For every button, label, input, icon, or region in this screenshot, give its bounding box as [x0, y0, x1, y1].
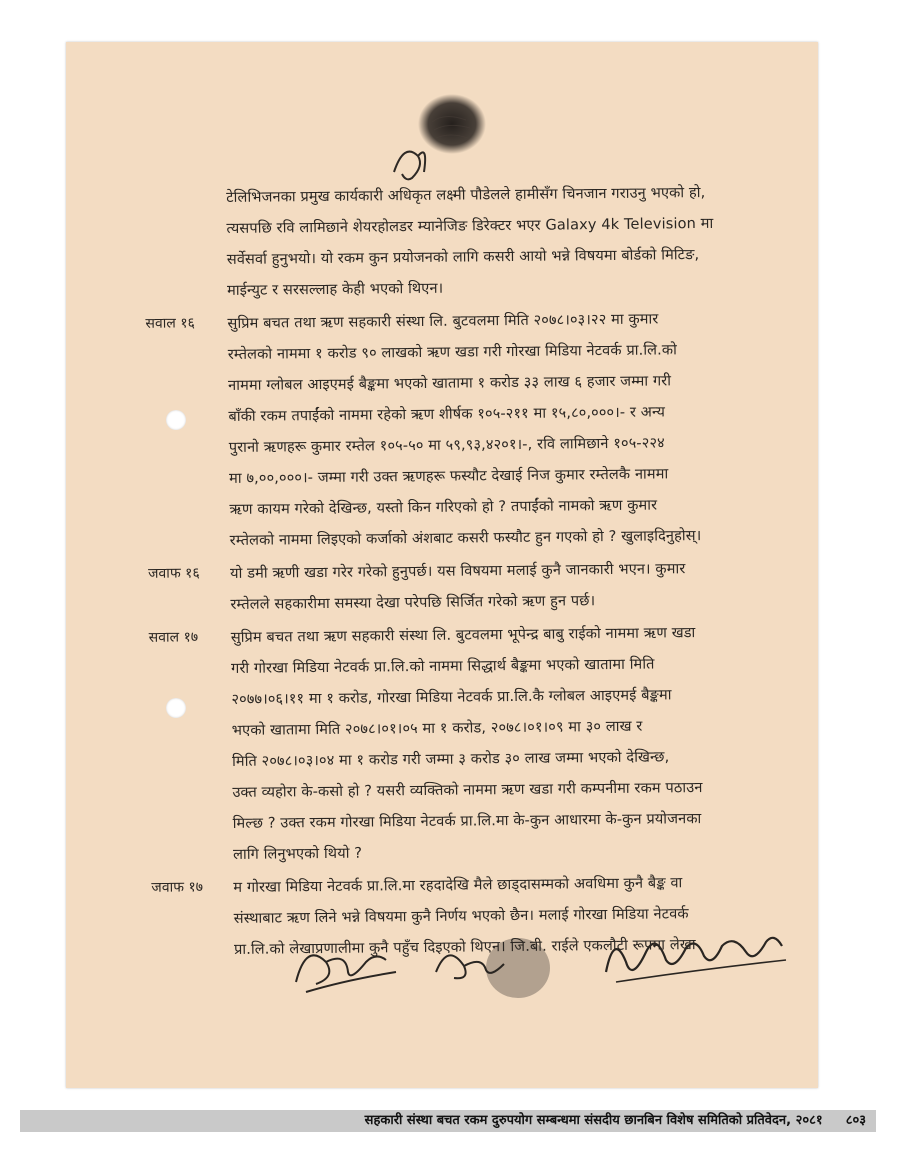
text-line: भएको खातामा मिति २०७८।०१।०५ मा १ करोड, २०७८।०१।०९ मा ३० लाख र: [231, 717, 643, 739]
text-line: म गोरखा मिडिया नेटवर्क प्रा.लि.मा रहदादेखि मैले छाड्दासम्मको अवधिमा कुनै बैङ्क वा: [233, 874, 683, 896]
text-line: रम्तेलले सहकारीमा समस्या देखा परेपछि सिर्जित गरेको ऋण हुन पर्छ।: [230, 592, 596, 613]
intro-paragraph: [226, 175, 818, 306]
text-line: सुप्रिम बचत तथा ऋण सहकारी संस्था लि. बुटवलमा मिति २०७८।०३।२२ मा कुमार: [227, 310, 659, 332]
entry-answer-16: [148, 551, 818, 620]
entry-answer-17: [151, 865, 818, 965]
text-line: सुप्रिम बचत तथा ऋण सहकारी संस्था लि. बुटवलमा भूपेन्द्र बाबु राईको नाममा ऋण खडा: [230, 624, 696, 646]
text-line: गरी गोरखा मिडिया नेटवर्क प्रा.लि.को नाममा सिद्धार्थ बैङ्कमा भएको खातामा मिति: [231, 655, 655, 677]
entry-label: जवाफ १७: [151, 879, 204, 896]
top-fingerprint-icon: [384, 82, 494, 192]
page-number: ८०३: [845, 1113, 866, 1128]
text-line: रम्तेलको नाममा लिइएको कर्जाको अंशबाट कसरी फस्यौट हुन गएको हो ? खुलाइदिनुहोस्।: [229, 527, 702, 549]
document-body: [145, 175, 818, 965]
punch-hole: [166, 698, 186, 718]
text-line: लागि लिनुभएको थियो ?: [232, 844, 363, 863]
text-line: त्यसपछि रवि लामिछाने शेयरहोलडर म्यानेजिङ डिरेक्टर भएर Galaxy 4k Television मा: [226, 214, 714, 237]
text-line: पुरानो ऋणहरू कुमार रम्तेल १०५-५० मा ५९,९३,४२०१।-, रवि लामिछाने १०५-२२४: [228, 434, 665, 456]
text-line: मिल्छ ? उक्त रकम गोरखा मिडिया नेटवर्क प्रा.लि.मा के-कुन आधारमा के-कुन प्रयोजनका: [232, 810, 702, 832]
text-line: टेलिभिजनका प्रमुख कार्यकारी अधिकृत लक्ष्मी पौडेलले हामीसँग चिनजान गराउनु भएको हो,: [226, 183, 706, 206]
text-line: ऋण कायम गरेको देखिन्छ, यस्तो किन गरिएको हो ? तपाईंको नामको ऋण कुमार: [229, 496, 658, 518]
text-line: मा ७,००,०००।- जम्मा गरी उक्त ऋणहरू फस्यौट देखाई निज कुमार रम्तेलकै नाममा: [229, 465, 669, 487]
text-line: माईन्युट र सरसल्लाह केही भएको थिएन।: [227, 279, 444, 299]
entry-label: सवाल १६: [145, 315, 195, 332]
entry-label: जवाफ १६: [148, 565, 200, 582]
text-line: नाममा ग्लोबल आइएमई बैङ्कमा भएको खातामा १ करोड ३३ लाख ६ हजार जम्मा गरी: [228, 372, 672, 394]
entry-question-17: [148, 615, 818, 870]
entry-question-16: [145, 301, 818, 556]
text-line: सर्वेसर्वा हुनुभयो। यो रकम कुन प्रयोजनको लागि कसरी आयो भन्ने विषयमा बोर्डको मिटिङ,: [226, 246, 700, 268]
text-line: रम्तेलको नाममा १ करोड ९० लाखको ऋण खडा गरी गोरखा मिडिया नेटवर्क प्रा.लि.को: [227, 341, 678, 363]
punch-hole: [166, 410, 186, 430]
footer-caption: [365, 1110, 866, 1132]
entry-label: सवाल १७: [148, 629, 199, 646]
text-line: बाँकी रकम तपाईंको नाममा रहेको ऋण शीर्षक १०५-२११ मा १५,८०,०००।- र अन्य: [228, 403, 666, 425]
text-line: संस्थाबाट ऋण लिने भन्ने विषयमा कुनै निर्णय भएको छैन। मलाई गोरखा मिडिया नेटवर्क: [233, 905, 689, 927]
footer-title: सहकारी संस्था बचत रकम दुरुपयोग सम्बन्धमा संसदीय छानबिन विशेष समितिको प्रतिवेदन, २०८१: [364, 1113, 823, 1128]
text-line: उक्त व्यहोरा के-कसो हो ? यसरी व्यक्तिको नाममा ऋण खडा गरी कम्पनीमा रकम पठाउन: [232, 779, 703, 801]
text-line: २०७७।०६।११ मा १ करोड, गोरखा मिडिया नेटवर्क प्रा.लि.कै ग्लोबल आइएमई बैङ्कमा: [231, 686, 672, 708]
text-line: प्रा.लि.को लेखाप्रणालीमा कुनै पहुँच दिइएको थिएन। जि.बी. राईले एकलौटी रूपमा लेखा: [233, 936, 696, 958]
document-paper: [66, 42, 818, 1088]
footer-bar: [20, 1110, 876, 1132]
text-line: मिति २०७८।०३।०४ मा १ करोड गरी जम्मा ३ करोड ३० लाख जम्मा भएको देखिन्छ,: [231, 748, 670, 770]
text-line: यो डमी ऋणी खडा गरेर गरेको हुनुपर्छ। यस विषयमा मलाई कुनै जानकारी भएन। कुमार: [230, 560, 686, 582]
